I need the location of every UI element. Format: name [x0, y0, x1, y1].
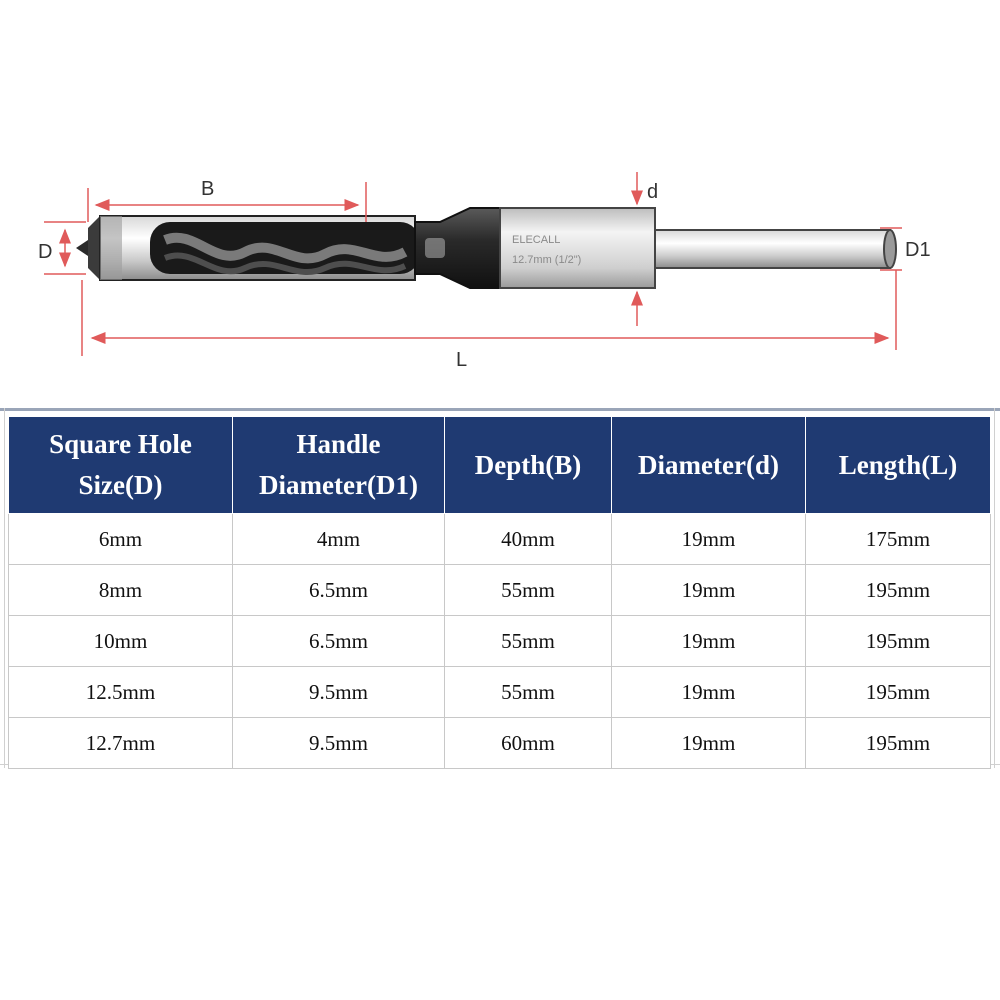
- header-diameter: Diameter(d): [612, 417, 806, 514]
- header-square-hole-size: Square Hole Size(D): [9, 417, 233, 514]
- cell-handle-diameter: 9.5mm: [233, 667, 445, 718]
- engraved-size: 12.7mm (1/2"): [512, 254, 582, 266]
- sheet-gridline: [994, 408, 995, 768]
- label-l: L: [456, 349, 468, 371]
- drill-shank: [655, 230, 896, 268]
- cell-length: 195mm: [806, 667, 991, 718]
- label-d1: D1: [905, 239, 931, 261]
- label-d-collar: d: [647, 181, 659, 203]
- header-depth: Depth(B): [445, 417, 612, 514]
- cell-depth: 55mm: [445, 667, 612, 718]
- chisel-collar: [500, 208, 655, 288]
- header-handle-diameter: Handle Diameter(D1): [233, 417, 445, 514]
- table-row: [9, 667, 991, 718]
- table-header-row: [9, 417, 991, 514]
- cell-handle-diameter: 6.5mm: [233, 616, 445, 667]
- label-d-square: D: [38, 241, 53, 263]
- sheet-gridline: [4, 408, 5, 768]
- cell-square-hole-size: 8mm: [9, 565, 233, 616]
- cell-handle-diameter: 9.5mm: [233, 718, 445, 769]
- spec-table-area: [0, 408, 1000, 768]
- drill-bit-drawing: [0, 0, 1000, 400]
- cell-diameter: 19mm: [612, 718, 806, 769]
- cell-length: 175mm: [806, 514, 991, 565]
- cell-diameter: 19mm: [612, 514, 806, 565]
- cell-depth: 40mm: [445, 514, 612, 565]
- table-row: [9, 565, 991, 616]
- cell-diameter: 19mm: [612, 667, 806, 718]
- chisel-neck: [415, 208, 500, 288]
- table-row: [9, 616, 991, 667]
- cell-depth: 55mm: [445, 616, 612, 667]
- engraved-brand: ELECALL: [512, 234, 561, 246]
- cell-depth: 60mm: [445, 718, 612, 769]
- cell-handle-diameter: 6.5mm: [233, 565, 445, 616]
- cell-square-hole-size: 10mm: [9, 616, 233, 667]
- cell-length: 195mm: [806, 616, 991, 667]
- cell-length: 195mm: [806, 565, 991, 616]
- table-row: [9, 718, 991, 769]
- cell-length: 195mm: [806, 718, 991, 769]
- cell-diameter: 19mm: [612, 565, 806, 616]
- header-length: Length(L): [806, 417, 991, 514]
- cell-diameter: 19mm: [612, 616, 806, 667]
- sheet-top-border: [0, 408, 1000, 411]
- chisel-body: [76, 216, 420, 280]
- cell-square-hole-size: 12.7mm: [9, 718, 233, 769]
- label-b: B: [201, 178, 215, 200]
- cell-square-hole-size: 12.5mm: [9, 667, 233, 718]
- cell-depth: 55mm: [445, 565, 612, 616]
- spec-table: [8, 416, 991, 769]
- table-row: [9, 514, 991, 565]
- cell-square-hole-size: 6mm: [9, 514, 233, 565]
- cell-handle-diameter: 4mm: [233, 514, 445, 565]
